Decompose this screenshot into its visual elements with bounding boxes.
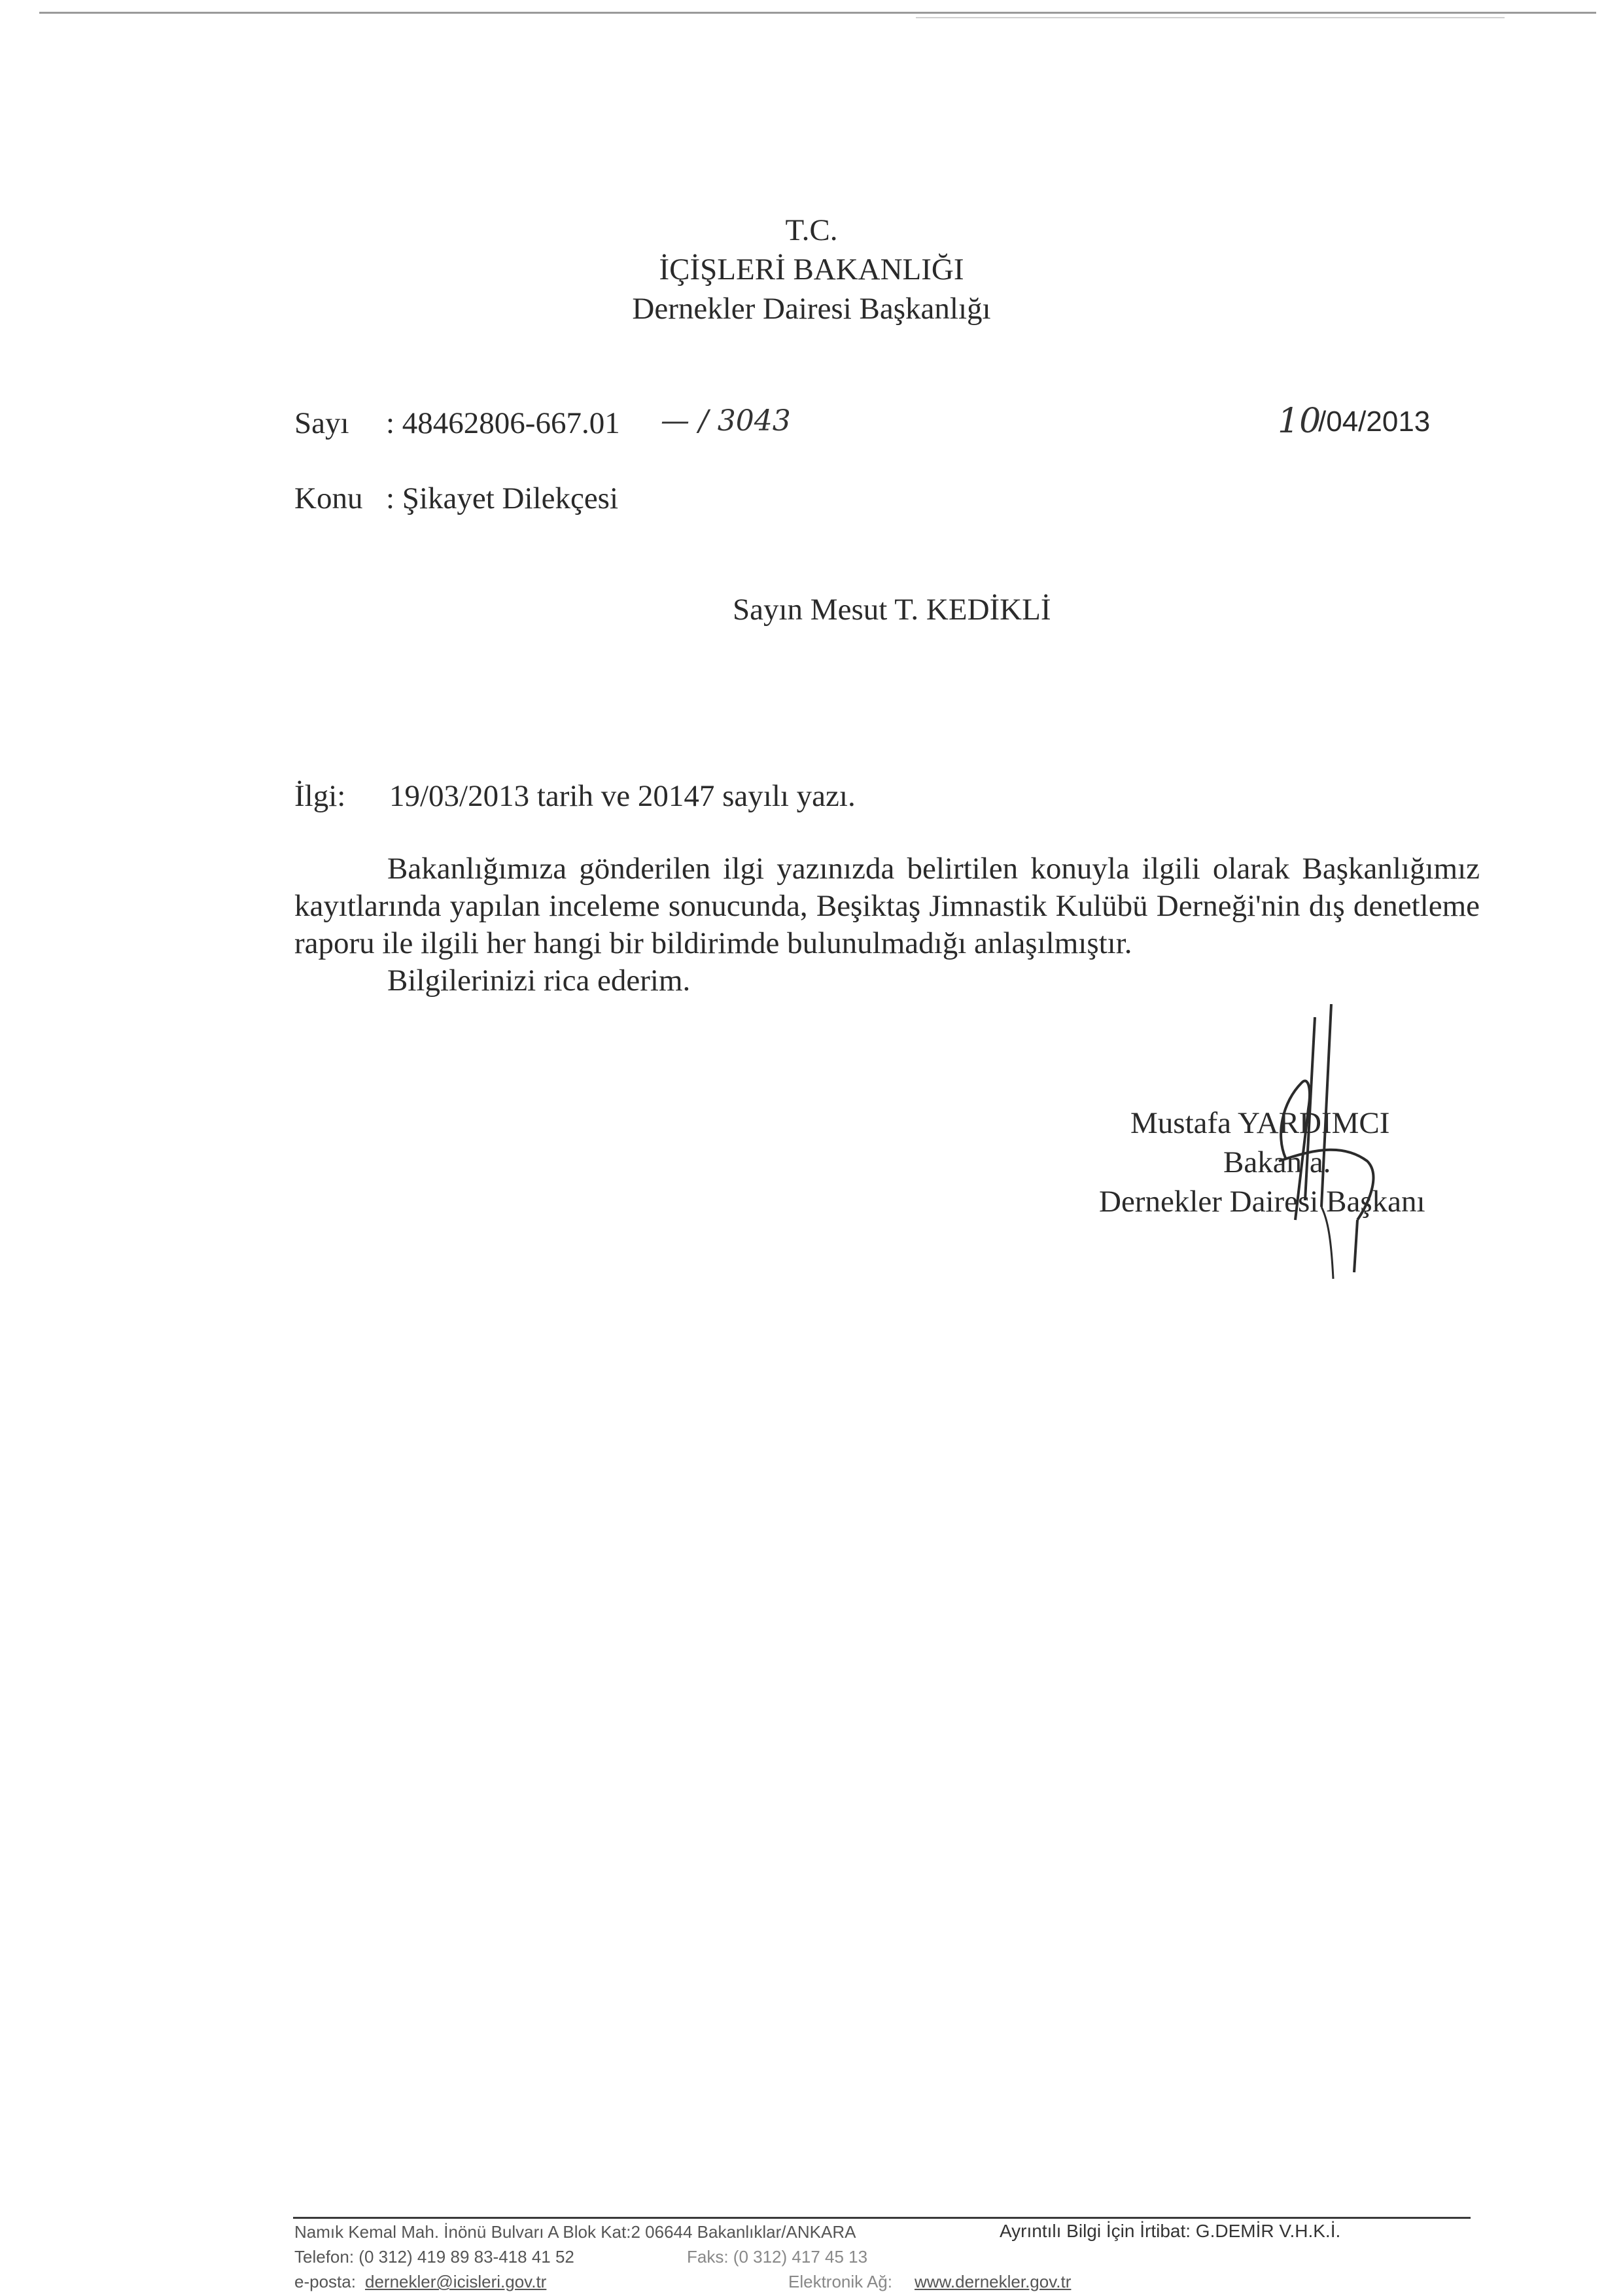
footer-email-label: e-posta: xyxy=(294,2272,356,2291)
body-paragraph-1: Bakanlığımıza gönderilen ilgi yazınızda belirtilen konuyla ilgili olarak Başkanlığımız kayıtlarında yapılan inceleme sonucunda, Beşiktaş Jimnastik Kulübü Derneği'nin dış denetleme raporu ile ilgili her hangi bir bildirimde bulunulmadığı anlaşılmıştır. xyxy=(294,852,1480,960)
konu-value: : Şikayet Dilekçesi xyxy=(386,481,619,515)
header-department: Dernekler Dairesi Başkanlığı xyxy=(632,292,991,326)
footer-contact-info: Ayrıntılı Bilgi İçin İrtibat: G.DEMİR V.H.K.İ. xyxy=(1000,2221,1341,2241)
signer-name: Mustafa YARDIMCI xyxy=(1130,1106,1390,1140)
konu-label: Konu xyxy=(294,481,363,515)
footer-web-link[interactable]: www.dernekler.gov.tr xyxy=(915,2272,1072,2291)
footer-phone: Telefon: (0 312) 419 89 83-418 41 52 xyxy=(294,2247,574,2267)
ilgi-label: İlgi: xyxy=(294,779,346,813)
letter-body xyxy=(294,850,1480,1000)
signer-title-1: Bakan a. xyxy=(1223,1145,1331,1179)
footer-email-link[interactable]: dernekler@icisleri.gov.tr xyxy=(365,2272,547,2291)
footer-fax: Faks: (0 312) 417 45 13 xyxy=(687,2247,868,2267)
recipient: Sayın Mesut T. KEDİKLİ xyxy=(733,593,1051,627)
footer-address: Namık Kemal Mah. İnönü Bulvarı A Blok Kat:2 06644 Bakanlıklar/ANKARA xyxy=(294,2222,856,2242)
scan-top-edge-faint xyxy=(916,17,1505,18)
header-ministry: İÇİŞLERİ BAKANLIĞI xyxy=(659,252,964,287)
sayi-label: Sayı xyxy=(294,406,349,440)
date-handwritten-day: 10 xyxy=(1278,402,1321,441)
header-tc: T.C. xyxy=(785,213,838,247)
ilgi-value: 19/03/2013 tarih ve 20147 sayılı yazı. xyxy=(389,779,856,813)
sayi-handwritten-number: — / 3043 xyxy=(661,404,791,438)
scan-top-edge xyxy=(39,12,1596,14)
signer-title-2: Dernekler Dairesi Başkanı xyxy=(1099,1185,1425,1219)
body-paragraph-2: Bilgilerinizi rica ederim. xyxy=(387,964,691,998)
sayi-value: : 48462806-667.01 xyxy=(386,406,620,440)
footer-rule xyxy=(293,2217,1471,2219)
handwritten-signature xyxy=(1217,1004,1413,1292)
date-rest: /04/2013 xyxy=(1318,406,1431,438)
footer-web-label: Elektronik Ağ: xyxy=(788,2272,892,2291)
